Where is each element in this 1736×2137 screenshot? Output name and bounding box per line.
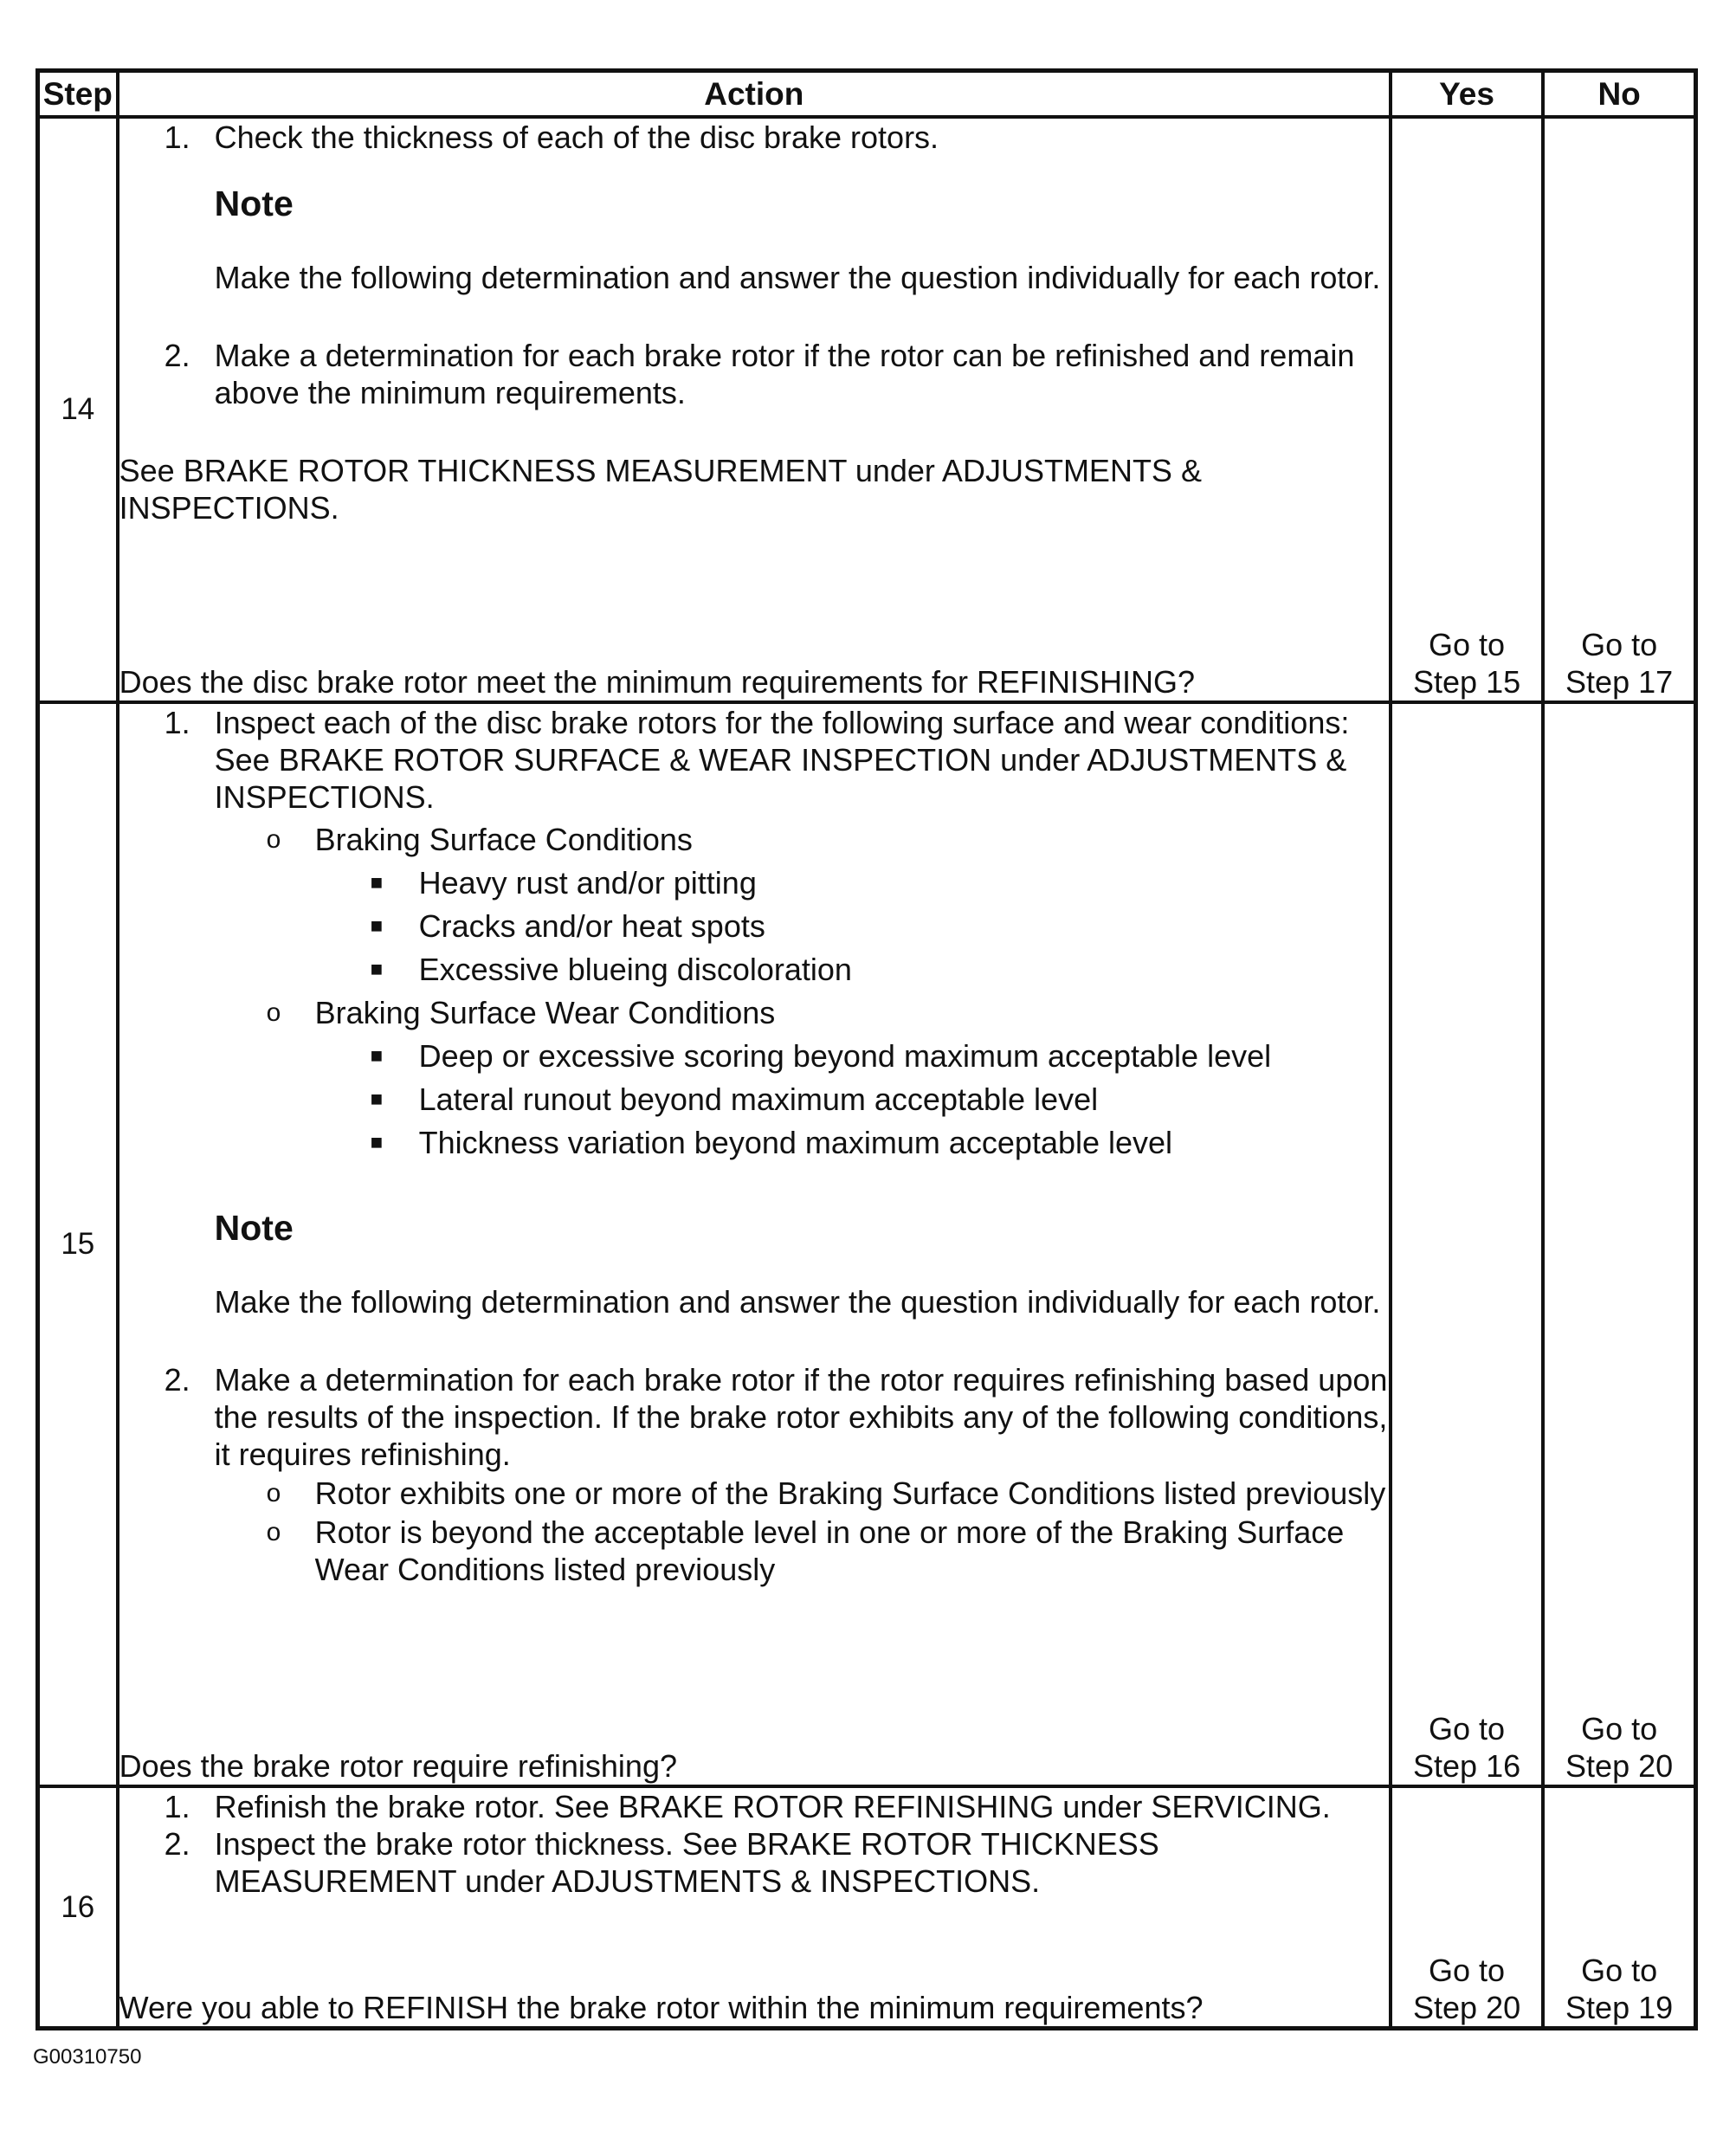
bullet-item: ■ Cracks and/or heat spots — [370, 907, 765, 944]
diagnostic-table — [35, 68, 1698, 2030]
sub-list-item: o Rotor is beyond the acceptable level in one or more of the Braking Surface Wear Conditions listed previously — [266, 1514, 1345, 1587]
list-item: 2. Make a determination for each brake rotor if the rotor requires refinishing based upon the results of the inspection. If the brake rotor exhibits any of the following conditions, it requires refinishing. — [164, 1361, 1388, 1472]
list-item: 1. Inspect each of the disc brake rotors for the following surface and wear conditions: See BRAKE ROTOR SURFACE & WEAR INSPECTION under ADJUSTMENTS & INSPECTIONS. — [164, 704, 1350, 815]
step-number: 15 — [38, 702, 118, 1786]
table-row — [38, 117, 1696, 701]
step-column-header: Step — [38, 71, 118, 118]
list-item: 2. Inspect the brake rotor thickness. See BRAKE ROTOR THICKNESS MEASUREMENT under ADJUSTMENTS & INSPECTIONS. — [164, 1826, 1159, 1900]
yes-column-header: Yes — [1391, 71, 1543, 118]
no-answer: Go to Step 17 — [1543, 117, 1695, 701]
table-row — [38, 1786, 1696, 2028]
list-item: 1. Refinish the brake rotor. See BRAKE ROTOR REFINISHING under SERVICING. — [164, 1789, 1331, 1825]
sub-list-item: o Braking Surface Conditions — [266, 821, 693, 857]
question-text: Does the brake rotor require refinishing? — [119, 1748, 677, 1785]
step-number: 16 — [38, 1786, 118, 2028]
sub-list-item: o Rotor exhibits one or more of the Braking Surface Conditions listed previously — [266, 1475, 1386, 1511]
sub-list-item: o Braking Surface Wear Conditions — [266, 994, 776, 1030]
list-item: 2. Make a determination for each brake rotor if the rotor can be refinished and remain above the minimum requirements. — [164, 338, 1355, 411]
bullet-item: ■ Lateral runout beyond maximum acceptable level — [370, 1081, 1099, 1117]
yes-answer: Go to Step 20 — [1391, 1786, 1543, 2028]
bullet-item: ■ Heavy rust and/or pitting — [370, 864, 757, 901]
yes-answer: Go to Step 16 — [1391, 702, 1543, 1786]
bullet-item: ■ Excessive blueing discoloration — [370, 951, 852, 987]
note-heading: Note — [214, 184, 294, 224]
action-cell — [118, 117, 1391, 701]
note-heading: Note — [214, 1207, 294, 1248]
no-column-header: No — [1543, 71, 1695, 118]
step-number: 14 — [38, 117, 118, 701]
action-column-header: Action — [118, 71, 1391, 118]
bullet-item: ■ Thickness variation beyond maximum acceptable level — [370, 1124, 1173, 1160]
note-text: Make the following determination and answer the question individually for each rotor. — [214, 1283, 1381, 1320]
no-answer: Go to Step 20 — [1543, 702, 1695, 1786]
table-row — [38, 702, 1696, 1786]
list-item: 1. Check the thickness of each of the disc brake rotors. — [164, 119, 939, 156]
no-answer: Go to Step 19 — [1543, 1786, 1695, 2028]
question-text: Were you able to REFINISH the brake rotor within the minimum requirements? — [119, 1990, 1204, 2025]
action-cell — [118, 1786, 1391, 2028]
question-text: Does the disc brake rotor meet the minimum requirements for REFINISHING? — [119, 663, 1196, 700]
action-cell — [118, 702, 1391, 1786]
table-header-row — [38, 71, 1696, 118]
bullet-item: ■ Deep or excessive scoring beyond maximum acceptable level — [370, 1037, 1272, 1074]
yes-answer: Go to Step 15 — [1391, 117, 1543, 701]
reference-text: See BRAKE ROTOR THICKNESS MEASUREMENT under ADJUSTMENTS & INSPECTIONS. — [119, 453, 1202, 526]
figure-code: G00310750 — [33, 2045, 142, 2069]
note-text: Make the following determination and answer the question individually for each rotor. — [214, 260, 1381, 296]
